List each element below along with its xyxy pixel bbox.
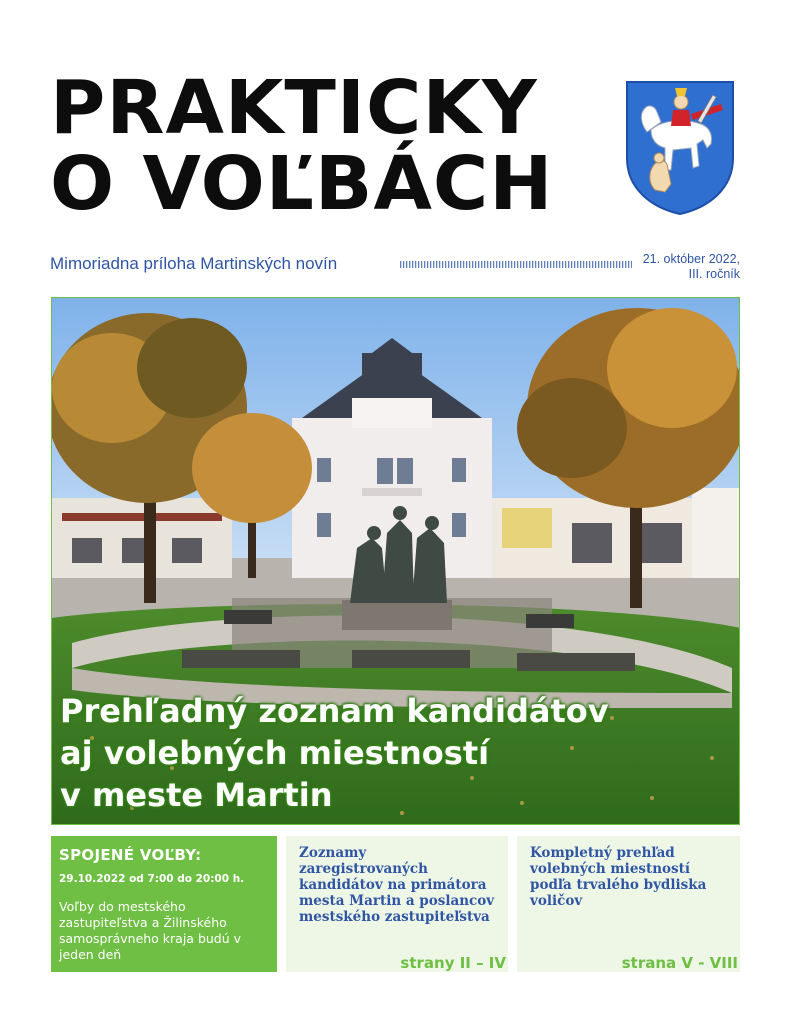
candidates-teaser-box — [286, 836, 508, 972]
coat-of-arms-icon — [621, 74, 739, 216]
masthead-title-line-1: PRAKTICKY — [50, 65, 538, 151]
barcode-divider — [400, 261, 632, 268]
hero-headline — [60, 690, 740, 816]
polling-teaser-box — [517, 836, 740, 972]
candidates-teaser-text: Zoznamy zaregistrovaných kandidátov na primátora mesta Martin a poslancov mestského zastupiteľstva — [299, 845, 495, 925]
issue-date-text: 21. október 2022, — [642, 252, 740, 266]
elections-info-box — [51, 836, 277, 972]
supplement-subtitle: Mimoriadna príloha Martinských novín — [50, 254, 338, 273]
subtitle-line — [50, 252, 740, 282]
hero-photo — [51, 297, 740, 825]
elections-text: Voľby do mestského zastupiteľstva a Žilinského samosprávneho kraja budú v jeden deň — [59, 899, 242, 962]
headline-line-1: Prehľadný zoznam kandidátov — [60, 692, 609, 730]
masthead-title-line-2: O VOĽBÁCH — [50, 141, 554, 227]
masthead — [50, 65, 610, 227]
issue-volume: III. ročník — [688, 267, 740, 281]
polling-pages: strana V - VIII — [621, 954, 738, 972]
headline-line-2: aj volebných miestností — [60, 734, 490, 772]
issue-date — [643, 252, 740, 282]
elections-title: SPOJENÉ VOĽBY: — [59, 846, 202, 864]
polling-teaser-text: Kompletný prehľad volebných miestností podľa trvalého bydliska voličov — [530, 845, 707, 909]
headline-line-3: v meste Martin — [60, 776, 333, 814]
candidates-pages: strany II – IV — [400, 954, 506, 972]
elections-time: 29.10.2022 od 7:00 do 20:00 h. — [59, 873, 245, 885]
